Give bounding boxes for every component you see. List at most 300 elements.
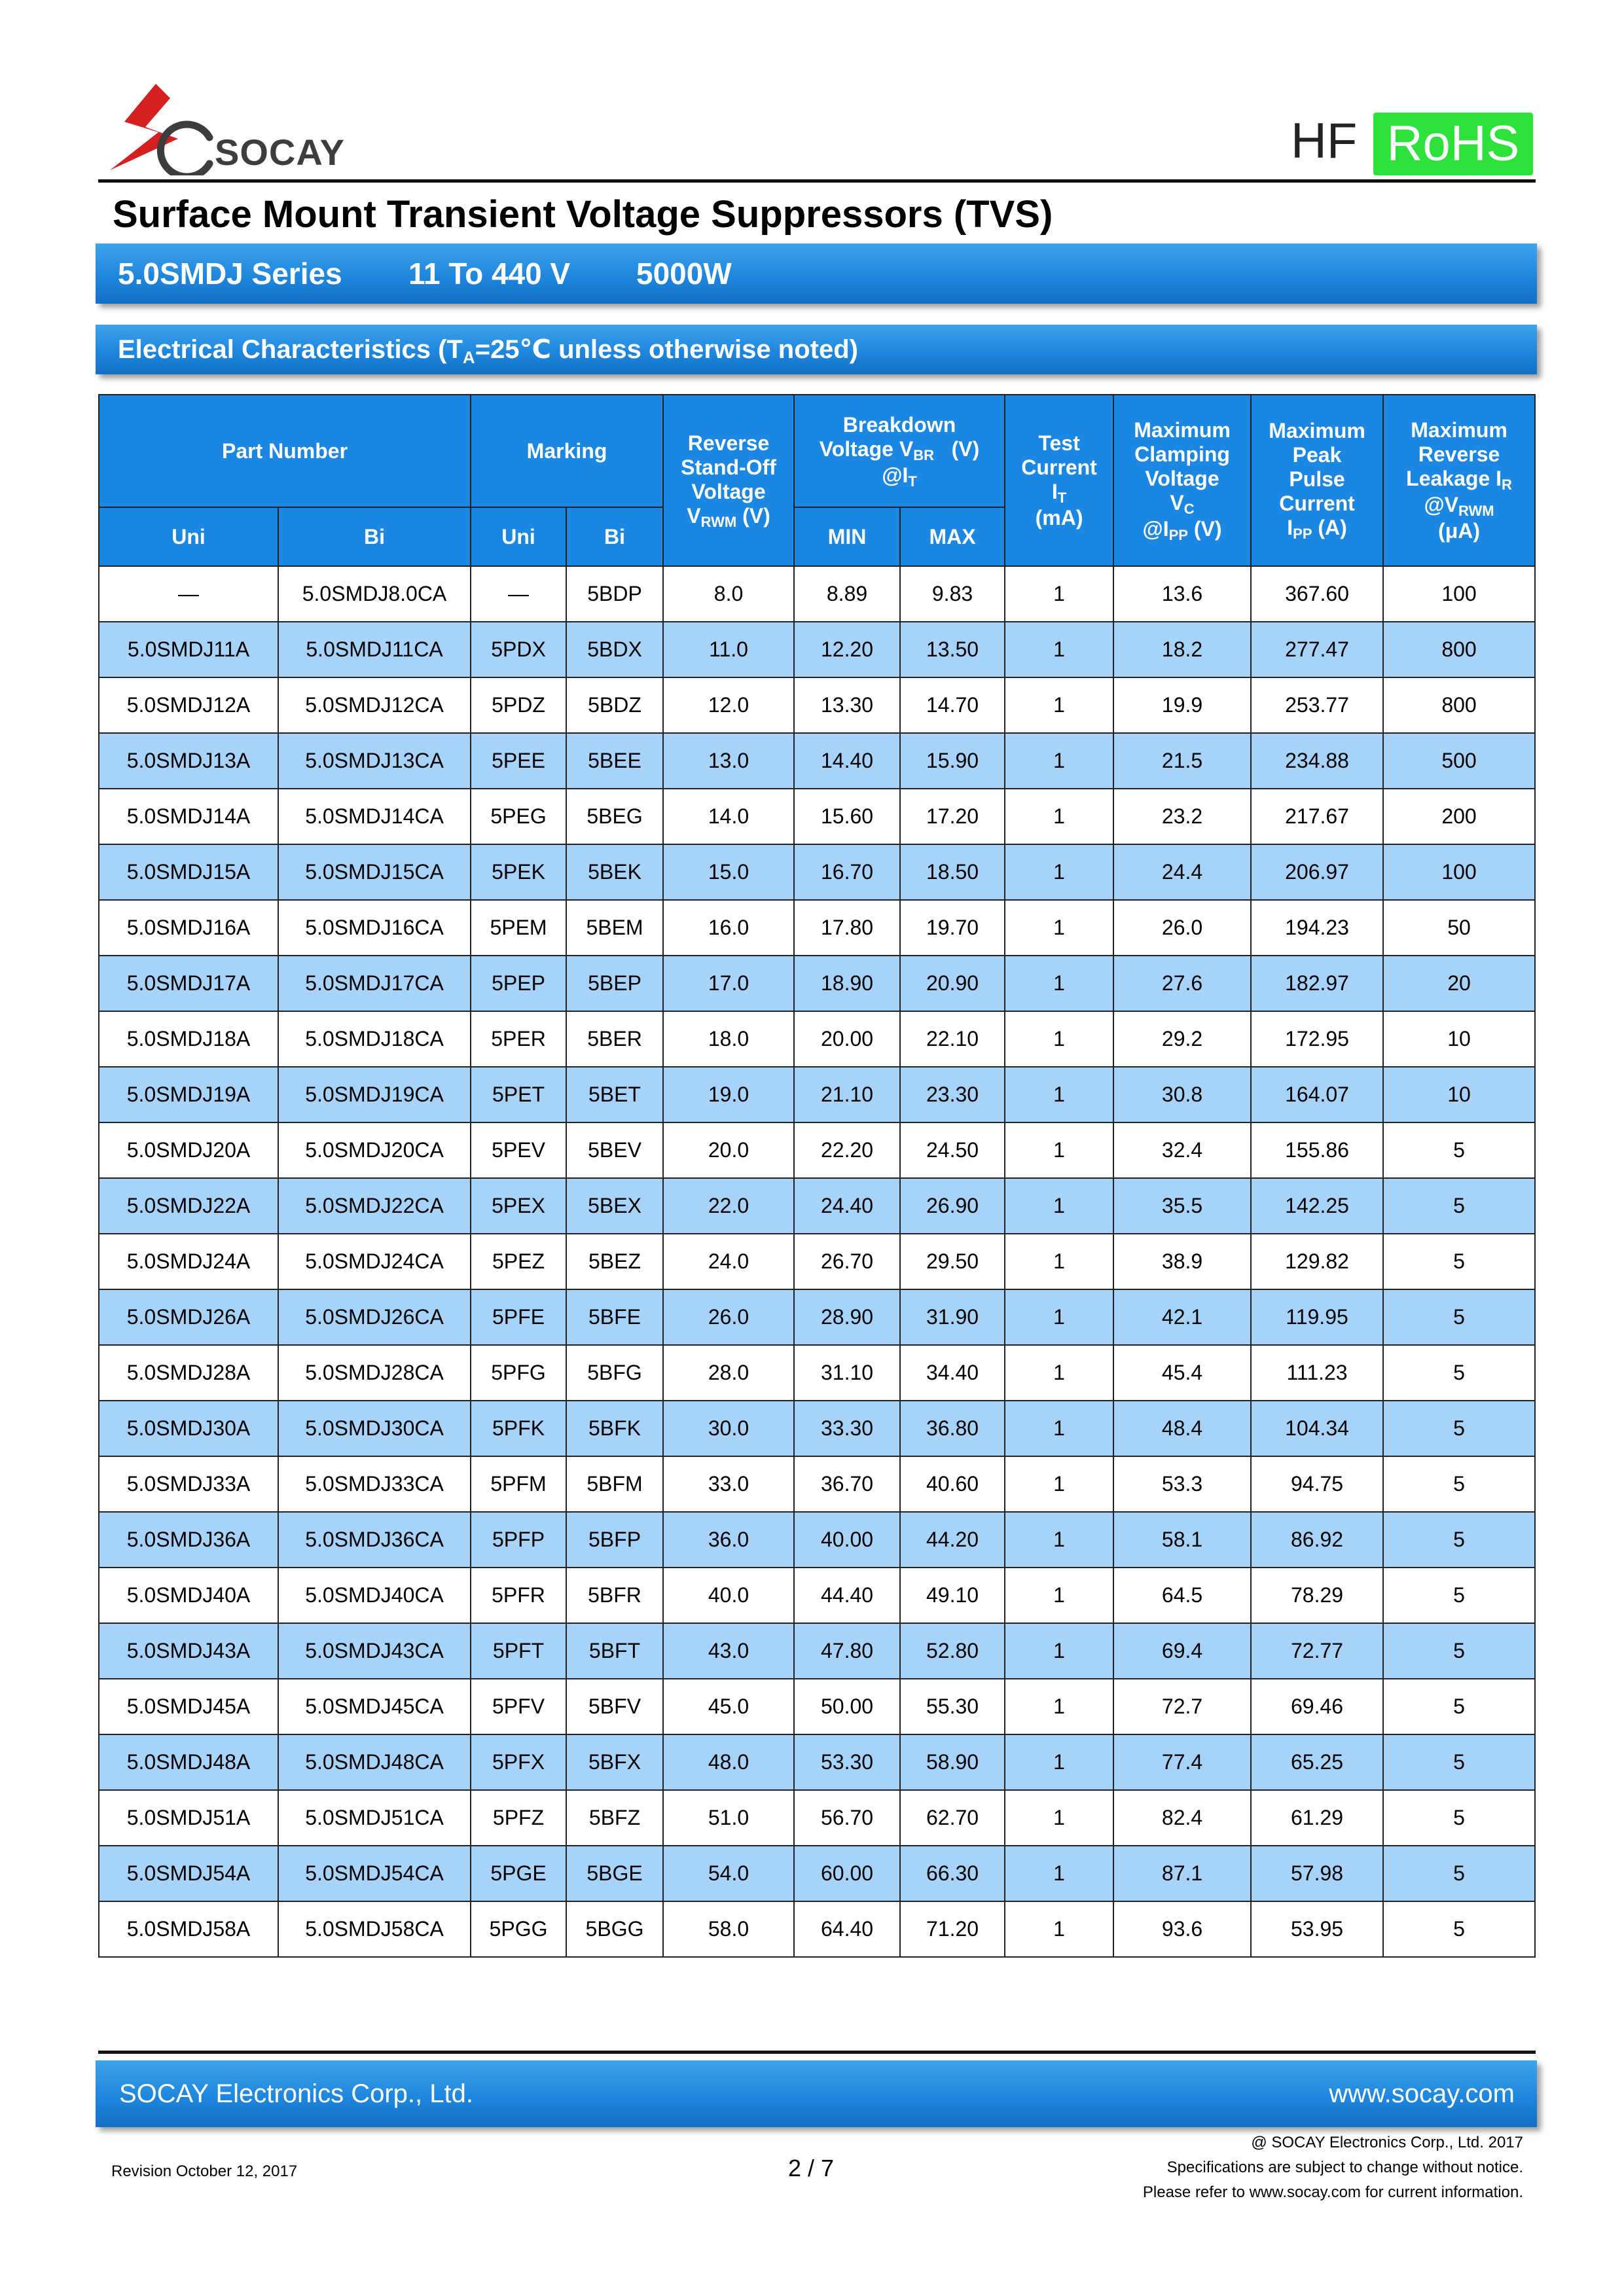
header-vbr-max: MAX [900,507,1005,566]
cell-reverse-leakage: 5 [1383,1790,1535,1846]
characteristics-band [96,325,1537,374]
cell-marking-bi: 5BER [566,1011,663,1067]
cell-marking-uni: 5PEK [471,844,566,900]
footer-company: SOCAY Electronics Corp., Ltd. [119,2079,473,2108]
cell-part-bi: 5.0SMDJ30CA [278,1401,471,1456]
cell-vbr-max: 14.70 [900,677,1005,733]
cell-vbr-min: 22.20 [794,1122,900,1178]
cell-part-bi: 5.0SMDJ48CA [278,1734,471,1790]
cell-marking-bi: 5BFE [566,1289,663,1345]
cell-reverse-leakage: 5 [1383,1289,1535,1345]
cell-marking-uni: 5PFV [471,1679,566,1734]
cell-vbr-min: 36.70 [794,1456,900,1512]
cell-peak-pulse-current: 61.29 [1251,1790,1383,1846]
cell-clamping-voltage: 35.5 [1113,1178,1251,1234]
cell-vbr-min: 21.10 [794,1067,900,1122]
cell-reverse-leakage: 5 [1383,1512,1535,1568]
cell-peak-pulse-current: 217.67 [1251,789,1383,844]
cell-vbr-max: 71.20 [900,1901,1005,1957]
cell-marking-bi: 5BGE [566,1846,663,1901]
logo-red-bolt [110,84,178,170]
table-row [99,1512,1535,1568]
cell-clamping-voltage: 53.3 [1113,1456,1251,1512]
cell-clamping-voltage: 38.9 [1113,1234,1251,1289]
cell-vbr-min: 33.30 [794,1401,900,1456]
cell-clamping-voltage: 72.7 [1113,1679,1251,1734]
cell-vbr-max: 44.20 [900,1512,1005,1568]
characteristics-title: Electrical Characteristics ($T_A=25℃$ unless otherwise noted) [118,335,858,367]
cell-vbr-max: 29.50 [900,1234,1005,1289]
cell-part-bi: 5.0SMDJ33CA [278,1456,471,1512]
cell-marking-bi: 5BDZ [566,677,663,733]
cell-reverse-leakage: 5 [1383,1679,1535,1734]
cell-marking-uni: 5PEE [471,733,566,789]
voltage-range: 11 To 440 V [408,257,571,291]
header-breakdown-voltage: Breakdown Voltage $V_{BR}$ (V) $@I_T$ [794,395,1005,507]
cell-test-current: 1 [1005,1512,1113,1568]
logo-arc [160,124,209,175]
cell-vrwm: 28.0 [663,1345,794,1401]
cell-part-bi: 5.0SMDJ12CA [278,677,471,733]
cell-marking-uni: 5PEM [471,900,566,956]
table-row [99,566,1535,622]
cell-marking-uni: 5PGE [471,1846,566,1901]
cell-vbr-min: 16.70 [794,844,900,900]
cell-part-bi: 5.0SMDJ43CA [278,1623,471,1679]
header-clamping-voltage: Maximum Clamping Voltage $V_C$ $@I_{PP}$ (V) [1113,395,1251,566]
cell-vbr-min: 60.00 [794,1846,900,1901]
cell-clamping-voltage: 93.6 [1113,1901,1251,1957]
cell-part-bi: 5.0SMDJ17CA [278,956,471,1011]
cell-reverse-leakage: 5 [1383,1345,1535,1401]
cell-clamping-voltage: 21.5 [1113,733,1251,789]
cell-vrwm: 30.0 [663,1401,794,1456]
series-name: 5.0SMDJ Series [118,257,342,291]
table-row [99,1846,1535,1901]
cell-test-current: 1 [1005,1345,1113,1401]
cell-part-uni: 5.0SMDJ40A [99,1568,278,1623]
cell-test-current: 1 [1005,622,1113,677]
cell-vbr-max: 17.20 [900,789,1005,844]
cell-marking-bi: 5BDX [566,622,663,677]
cell-test-current: 1 [1005,1122,1113,1178]
cell-peak-pulse-current: 78.29 [1251,1568,1383,1623]
table-row [99,1679,1535,1734]
cell-marking-bi: 5BEM [566,900,663,956]
table-row [99,733,1535,789]
cell-test-current: 1 [1005,566,1113,622]
cell-test-current: 1 [1005,733,1113,789]
cell-vrwm: 15.0 [663,844,794,900]
cell-peak-pulse-current: 234.88 [1251,733,1383,789]
cell-vbr-min: 31.10 [794,1345,900,1401]
change-notice: Specifications are subject to change without notice. [1166,2159,1523,2176]
table-row [99,844,1535,900]
cell-vrwm: 36.0 [663,1512,794,1568]
cell-vbr-max: 9.83 [900,566,1005,622]
cell-part-bi: 5.0SMDJ40CA [278,1568,471,1623]
cell-reverse-leakage: 5 [1383,1401,1535,1456]
cell-test-current: 1 [1005,1623,1113,1679]
cell-part-bi: 5.0SMDJ28CA [278,1345,471,1401]
cell-marking-uni: 5PET [471,1067,566,1122]
table-row [99,1901,1535,1957]
cell-part-bi: 5.0SMDJ14CA [278,789,471,844]
document-title: Surface Mount Transient Voltage Suppressors (TVS) [113,193,1053,236]
cell-part-uni: 5.0SMDJ22A [99,1178,278,1234]
cell-part-bi: 5.0SMDJ8.0CA [278,566,471,622]
cell-part-uni: 5.0SMDJ54A [99,1846,278,1901]
cell-test-current: 1 [1005,900,1113,956]
cell-reverse-leakage: 5 [1383,1234,1535,1289]
cell-marking-uni: 5PFZ [471,1790,566,1846]
cell-test-current: 1 [1005,677,1113,733]
cell-vbr-min: 64.40 [794,1901,900,1957]
cell-vbr-min: 40.00 [794,1512,900,1568]
header-part-number: Part Number [99,395,471,507]
cell-part-uni: 5.0SMDJ45A [99,1679,278,1734]
cell-vrwm: 12.0 [663,677,794,733]
table-row [99,900,1535,956]
cell-peak-pulse-current: 155.86 [1251,1122,1383,1178]
cell-part-bi: 5.0SMDJ16CA [278,900,471,956]
cell-peak-pulse-current: 253.77 [1251,677,1383,733]
cell-vbr-max: 66.30 [900,1846,1005,1901]
cell-reverse-leakage: 5 [1383,1568,1535,1623]
cell-vbr-min: 8.89 [794,566,900,622]
cell-vbr-max: 62.70 [900,1790,1005,1846]
cell-part-bi: 5.0SMDJ26CA [278,1289,471,1345]
table-row [99,956,1535,1011]
cell-peak-pulse-current: 86.92 [1251,1512,1383,1568]
table-row [99,1401,1535,1456]
cell-marking-bi: 5BFV [566,1679,663,1734]
cell-vrwm: 14.0 [663,789,794,844]
cell-peak-pulse-current: 57.98 [1251,1846,1383,1901]
cell-clamping-voltage: 24.4 [1113,844,1251,900]
cell-part-uni: 5.0SMDJ17A [99,956,278,1011]
cell-vbr-min: 24.40 [794,1178,900,1234]
cell-vrwm: 48.0 [663,1734,794,1790]
cell-vbr-min: 20.00 [794,1011,900,1067]
header-vrwm: Reverse Stand-Off Voltage $V_{RWM}$ (V) [663,395,794,566]
cell-peak-pulse-current: 164.07 [1251,1067,1383,1122]
cell-peak-pulse-current: 94.75 [1251,1456,1383,1512]
cell-part-bi: 5.0SMDJ18CA [278,1011,471,1067]
cell-test-current: 1 [1005,844,1113,900]
cell-peak-pulse-current: 142.25 [1251,1178,1383,1234]
cell-vbr-max: 52.80 [900,1623,1005,1679]
table-row [99,677,1535,733]
cell-clamping-voltage: 23.2 [1113,789,1251,844]
cell-part-uni: 5.0SMDJ28A [99,1345,278,1401]
cell-peak-pulse-current: 72.77 [1251,1623,1383,1679]
cell-clamping-voltage: 58.1 [1113,1512,1251,1568]
cell-part-uni: 5.0SMDJ19A [99,1067,278,1122]
cell-peak-pulse-current: 119.95 [1251,1289,1383,1345]
cell-marking-bi: 5BFZ [566,1790,663,1846]
cell-part-bi: 5.0SMDJ24CA [278,1234,471,1289]
cell-vrwm: 26.0 [663,1289,794,1345]
cell-part-uni: 5.0SMDJ18A [99,1011,278,1067]
cell-clamping-voltage: 64.5 [1113,1568,1251,1623]
header-vbr-min: MIN [794,507,900,566]
cell-part-uni: 5.0SMDJ58A [99,1901,278,1957]
header-part-uni: Uni [99,507,278,566]
cell-marking-bi: 5BGG [566,1901,663,1957]
cell-vbr-max: 23.30 [900,1067,1005,1122]
copyright-notice: @ SOCAY Electronics Corp., Ltd. 2017 [1251,2134,1523,2151]
cell-marking-uni: 5PFP [471,1512,566,1568]
cell-vbr-min: 18.90 [794,956,900,1011]
cell-vrwm: 43.0 [663,1623,794,1679]
cell-test-current: 1 [1005,1011,1113,1067]
cell-clamping-voltage: 30.8 [1113,1067,1251,1122]
cell-vrwm: 19.0 [663,1067,794,1122]
cell-reverse-leakage: 5 [1383,1456,1535,1512]
cell-reverse-leakage: 5 [1383,1734,1535,1790]
cell-marking-bi: 5BEZ [566,1234,663,1289]
cell-peak-pulse-current: 53.95 [1251,1901,1383,1957]
cell-reverse-leakage: 500 [1383,733,1535,789]
cell-clamping-voltage: 18.2 [1113,622,1251,677]
cell-part-uni: 5.0SMDJ24A [99,1234,278,1289]
cell-marking-bi: 5BFP [566,1512,663,1568]
header-rule [98,179,1536,183]
cell-vbr-max: 22.10 [900,1011,1005,1067]
header-peak-pulse-current: Maximum Peak Pulse Current $I_{PP}$ (A) [1251,395,1383,566]
cell-marking-bi: 5BFM [566,1456,663,1512]
cell-marking-uni: — [471,566,566,622]
cell-marking-uni: 5PDX [471,622,566,677]
cell-vbr-max: 34.40 [900,1345,1005,1401]
cell-part-uni: 5.0SMDJ43A [99,1623,278,1679]
cell-peak-pulse-current: 69.46 [1251,1679,1383,1734]
cell-part-bi: 5.0SMDJ58CA [278,1901,471,1957]
cell-test-current: 1 [1005,1679,1113,1734]
cell-reverse-leakage: 5 [1383,1901,1535,1957]
table-row [99,1289,1535,1345]
cell-marking-uni: 5PFE [471,1289,566,1345]
cell-vbr-min: 15.60 [794,789,900,844]
cell-peak-pulse-current: 194.23 [1251,900,1383,956]
cell-test-current: 1 [1005,1456,1113,1512]
table-row [99,1234,1535,1289]
cell-vbr-max: 15.90 [900,733,1005,789]
cell-part-uni: — [99,566,278,622]
cell-marking-uni: 5PEX [471,1178,566,1234]
cell-marking-bi: 5BET [566,1067,663,1122]
cell-peak-pulse-current: 65.25 [1251,1734,1383,1790]
cell-reverse-leakage: 800 [1383,622,1535,677]
cell-test-current: 1 [1005,1178,1113,1234]
cell-vbr-min: 17.80 [794,900,900,956]
cell-vbr-min: 44.40 [794,1568,900,1623]
cell-vbr-max: 24.50 [900,1122,1005,1178]
cell-vbr-max: 19.70 [900,900,1005,956]
cell-clamping-voltage: 13.6 [1113,566,1251,622]
cell-vbr-max: 31.90 [900,1289,1005,1345]
cell-vrwm: 16.0 [663,900,794,956]
cell-clamping-voltage: 26.0 [1113,900,1251,956]
cell-clamping-voltage: 48.4 [1113,1401,1251,1456]
cell-test-current: 1 [1005,1901,1113,1957]
electrical-characteristics-table [98,394,1536,1958]
footer-url[interactable]: www.socay.com [1329,2079,1515,2108]
cell-test-current: 1 [1005,1289,1113,1345]
cell-marking-bi: 5BFG [566,1345,663,1401]
cell-vrwm: 40.0 [663,1568,794,1623]
cell-marking-uni: 5PFM [471,1456,566,1512]
cell-part-bi: 5.0SMDJ19CA [278,1067,471,1122]
table-row [99,1067,1535,1122]
cell-vrwm: 58.0 [663,1901,794,1957]
power-rating: 5000W [636,257,732,291]
cell-vbr-max: 20.90 [900,956,1005,1011]
cell-vbr-min: 13.30 [794,677,900,733]
cell-marking-bi: 5BEK [566,844,663,900]
cell-part-bi: 5.0SMDJ36CA [278,1512,471,1568]
cell-part-uni: 5.0SMDJ20A [99,1122,278,1178]
cell-marking-uni: 5PEG [471,789,566,844]
cell-part-uni: 5.0SMDJ14A [99,789,278,844]
cell-vbr-max: 13.50 [900,622,1005,677]
cell-marking-uni: 5PGG [471,1901,566,1957]
cell-part-uni: 5.0SMDJ13A [99,733,278,789]
table-body [99,566,1535,1957]
cell-vbr-max: 18.50 [900,844,1005,900]
table-row [99,1456,1535,1512]
cell-part-uni: 5.0SMDJ26A [99,1289,278,1345]
cell-test-current: 1 [1005,1234,1113,1289]
cell-test-current: 1 [1005,1790,1113,1846]
cell-clamping-voltage: 29.2 [1113,1011,1251,1067]
cell-marking-uni: 5PER [471,1011,566,1067]
cell-peak-pulse-current: 129.82 [1251,1234,1383,1289]
cell-reverse-leakage: 10 [1383,1067,1535,1122]
cell-part-uni: 5.0SMDJ11A [99,622,278,677]
cell-clamping-voltage: 69.4 [1113,1623,1251,1679]
header-reverse-leakage: Maximum Reverse Leakage $I_R$ $@V_{RWM}$ (μA) [1383,395,1535,566]
header-test-current: Test Current $I_T$ (mA) [1005,395,1113,566]
cell-part-uni: 5.0SMDJ12A [99,677,278,733]
cell-marking-bi: 5BEE [566,733,663,789]
cell-test-current: 1 [1005,1401,1113,1456]
cell-test-current: 1 [1005,789,1113,844]
cell-marking-bi: 5BFT [566,1623,663,1679]
cell-marking-bi: 5BEG [566,789,663,844]
cell-vrwm: 8.0 [663,566,794,622]
cell-vbr-min: 12.20 [794,622,900,677]
cell-marking-uni: 5PDZ [471,677,566,733]
cell-clamping-voltage: 27.6 [1113,956,1251,1011]
footer-rule [98,2051,1536,2054]
cell-vbr-max: 58.90 [900,1734,1005,1790]
cell-vbr-max: 36.80 [900,1401,1005,1456]
cell-clamping-voltage: 19.9 [1113,677,1251,733]
cell-reverse-leakage: 800 [1383,677,1535,733]
cell-clamping-voltage: 32.4 [1113,1122,1251,1178]
cell-peak-pulse-current: 111.23 [1251,1345,1383,1401]
rohs-badge: RoHS [1373,113,1533,175]
cell-vbr-min: 56.70 [794,1790,900,1846]
table-row [99,1623,1535,1679]
cell-part-uni: 5.0SMDJ33A [99,1456,278,1512]
cell-vrwm: 11.0 [663,622,794,677]
cell-vrwm: 13.0 [663,733,794,789]
table-row [99,1345,1535,1401]
cell-peak-pulse-current: 172.95 [1251,1011,1383,1067]
cell-vbr-min: 26.70 [794,1234,900,1289]
cell-vbr-max: 26.90 [900,1178,1005,1234]
cell-marking-uni: 5PFG [471,1345,566,1401]
cell-part-uni: 5.0SMDJ36A [99,1512,278,1568]
cell-test-current: 1 [1005,1067,1113,1122]
cell-marking-bi: 5BDP [566,566,663,622]
cell-vrwm: 18.0 [663,1011,794,1067]
cell-test-current: 1 [1005,1846,1113,1901]
table-row [99,1178,1535,1234]
cell-reverse-leakage: 10 [1383,1011,1535,1067]
hf-label: HF [1291,113,1358,169]
cell-reverse-leakage: 200 [1383,789,1535,844]
cell-part-bi: 5.0SMDJ20CA [278,1122,471,1178]
table-row [99,1122,1535,1178]
table-row [99,1734,1535,1790]
cell-vbr-min: 50.00 [794,1679,900,1734]
cell-test-current: 1 [1005,1568,1113,1623]
cell-peak-pulse-current: 182.97 [1251,956,1383,1011]
cell-part-bi: 5.0SMDJ13CA [278,733,471,789]
cell-reverse-leakage: 5 [1383,1178,1535,1234]
cell-vrwm: 22.0 [663,1178,794,1234]
cell-vrwm: 24.0 [663,1234,794,1289]
cell-marking-bi: 5BFX [566,1734,663,1790]
cell-reverse-leakage: 100 [1383,844,1535,900]
cell-marking-bi: 5BEX [566,1178,663,1234]
cell-part-uni: 5.0SMDJ15A [99,844,278,900]
cell-part-bi: 5.0SMDJ22CA [278,1178,471,1234]
cell-part-uni: 5.0SMDJ51A [99,1790,278,1846]
cell-vbr-min: 28.90 [794,1289,900,1345]
revision-date: Revision October 12, 2017 [111,2162,298,2180]
cell-reverse-leakage: 5 [1383,1122,1535,1178]
header-marking: Marking [471,395,663,507]
cell-vrwm: 20.0 [663,1122,794,1178]
cell-marking-bi: 5BEP [566,956,663,1011]
cell-marking-uni: 5PFR [471,1568,566,1623]
table-row [99,1790,1535,1846]
cell-peak-pulse-current: 277.47 [1251,622,1383,677]
cell-marking-uni: 5PEP [471,956,566,1011]
cell-clamping-voltage: 82.4 [1113,1790,1251,1846]
cell-part-bi: 5.0SMDJ51CA [278,1790,471,1846]
header-marking-uni: Uni [471,507,566,566]
cell-reverse-leakage: 100 [1383,566,1535,622]
cell-vrwm: 45.0 [663,1679,794,1734]
cell-test-current: 1 [1005,1734,1113,1790]
cell-vrwm: 33.0 [663,1456,794,1512]
cell-vbr-max: 55.30 [900,1679,1005,1734]
cell-part-uni: 5.0SMDJ16A [99,900,278,956]
cell-vrwm: 17.0 [663,956,794,1011]
cell-clamping-voltage: 87.1 [1113,1846,1251,1901]
page-number: 2 / 7 [788,2155,835,2181]
cell-marking-uni: 5PEZ [471,1234,566,1289]
cell-part-bi: 5.0SMDJ45CA [278,1679,471,1734]
cell-clamping-voltage: 77.4 [1113,1734,1251,1790]
cell-marking-uni: 5PFT [471,1623,566,1679]
